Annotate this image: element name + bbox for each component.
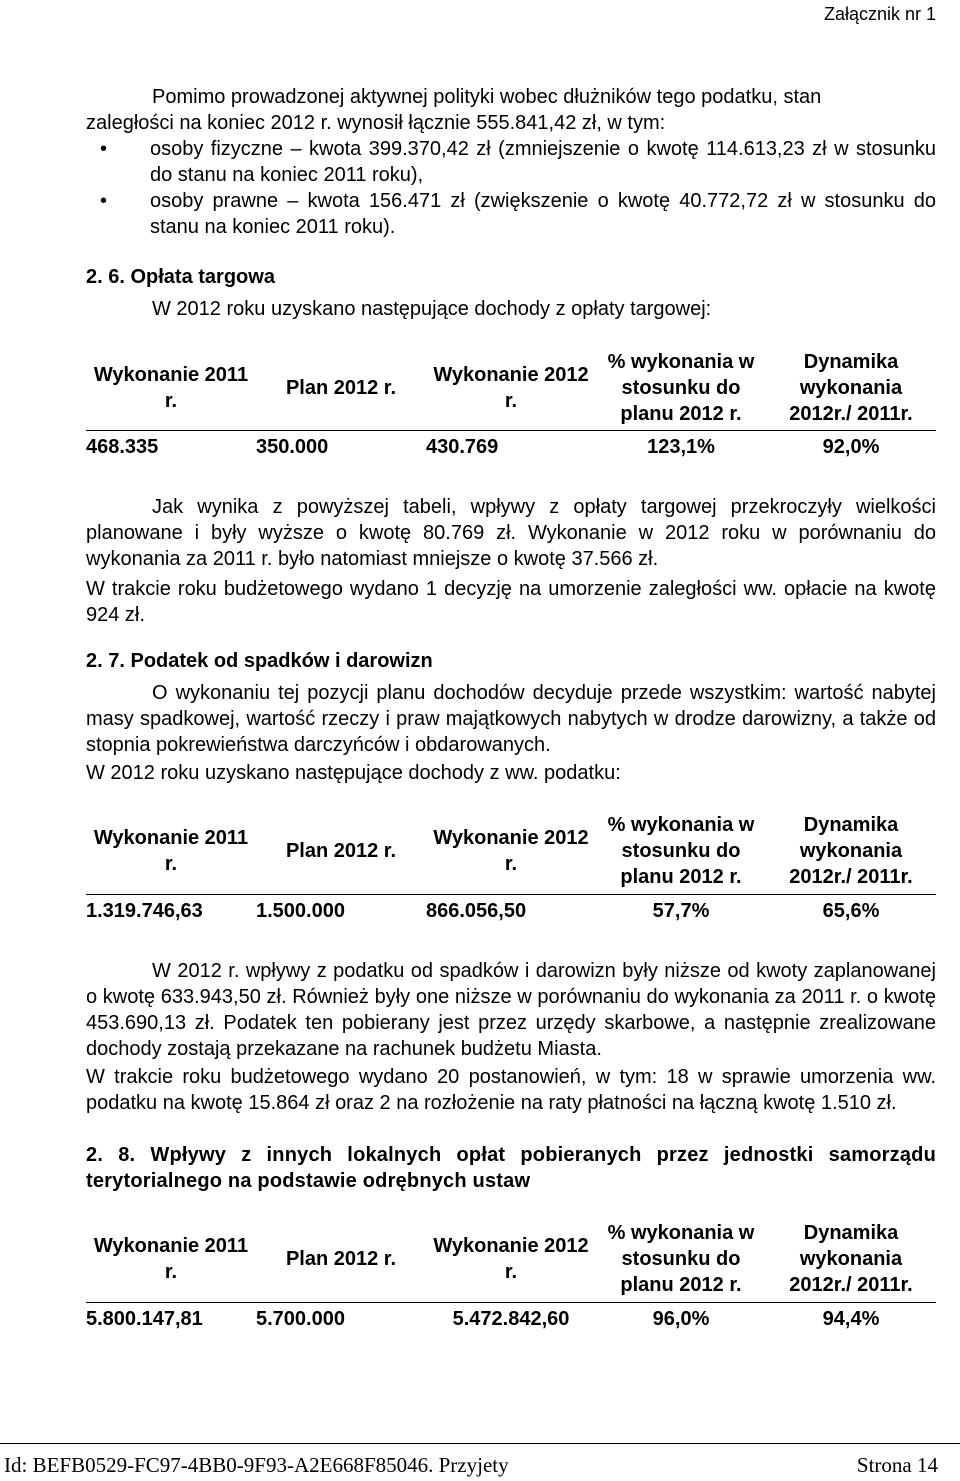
inheritance-tax-commentary: W 2012 r. wpływy z podatku od spadków i darowizn były niższe od kwoty zaplanowanej o kwotę 633.943,50 zł. Również były one niższe w porównaniu do wykonania za 2011 r. o kwotę 453.690,13 zł. Podatek ten pobierany jest przez urzędy skarbowe, a następnie zrealizowane dochody zostają przekazane na rachunek budżetu Miasta. bbox=[86, 960, 936, 1060]
table-header: Wykonanie 2011 r. bbox=[86, 1216, 256, 1302]
table-header: Wykonanie 2012 r. bbox=[426, 808, 596, 894]
table-header: Wykonanie 2012 r. bbox=[426, 346, 596, 430]
table-cell: 5.472.842,60 bbox=[452, 1308, 570, 1331]
intro-paragraph bbox=[86, 84, 936, 136]
attachment-label: Załącznik nr 1 bbox=[823, 4, 936, 24]
intro-line-1: Pomimo prowadzonej aktywnej polityki wobec dłużników tego podatku, stan bbox=[152, 86, 822, 108]
section-lead-market-fee: W 2012 roku uzyskano następujące dochody z opłaty targowej: bbox=[152, 298, 712, 320]
bullet-icon: • bbox=[100, 138, 108, 160]
table-cell: 5.800.147,81 bbox=[86, 1308, 203, 1331]
market-fee-table bbox=[86, 346, 936, 464]
table-cell: 92,0% bbox=[822, 436, 880, 459]
section-heading-local-fees: 2. 8. Wpływy z innych lokalnych opłat pobieranych przez jednostki samorządu terytorialnego na podstawie odrębnych ustaw bbox=[86, 1144, 936, 1192]
table-cell: 94,4% bbox=[822, 1308, 880, 1331]
intro-line-2: zaległości na koniec 2012 r. wynosił łącznie 555.841,42 zł, w tym: bbox=[86, 112, 666, 134]
table-row bbox=[86, 1302, 936, 1336]
table-header: Plan 2012 r. bbox=[256, 346, 426, 430]
table-header: Dynamika wykonania 2012r./ 2011r. bbox=[766, 1216, 936, 1302]
section-lead-inheritance-tax: W 2012 roku uzyskano następujące dochody z ww. podatku: bbox=[86, 762, 621, 784]
table-cell: 123,1% bbox=[647, 436, 715, 459]
arrears-list bbox=[100, 136, 936, 240]
table-header: % wykonania w stosunku do planu 2012 r. bbox=[596, 346, 766, 430]
bullet-icon: • bbox=[100, 190, 108, 212]
market-fee-decision: W trakcie roku budżetowego wydano 1 decyzję na umorzenie zaległości ww. opłacie na kwotę 924 zł. bbox=[86, 578, 936, 626]
table-cell: 468.335 bbox=[86, 436, 159, 459]
table-cell: 430.769 bbox=[426, 436, 499, 459]
section-heading-market-fee: 2. 6. Opłata targowa bbox=[86, 266, 275, 288]
table-cell: 866.056,50 bbox=[426, 900, 527, 923]
table-cell: 1.319.746,63 bbox=[86, 900, 203, 923]
table-header: Dynamika wykonania 2012r./ 2011r. bbox=[766, 346, 936, 430]
market-fee-commentary: Jak wynika z powyższej tabeli, wpływy z opłaty targowej przekroczyły wielkości planowane i były wyższe o kwotę 80.769 zł. Wykonanie w 2012 roku w porównaniu do wykonania za 2011 r. było natomiast mniejsze o kwotę 37.566 zł. bbox=[86, 496, 936, 570]
table-cell: 57,7% bbox=[652, 900, 710, 923]
list-item: • osoby fizyczne – kwota 399.370,42 zł (zmniejszenie o kwotę 114.613,23 zł w stosunku do stanu na koniec 2011 roku), bbox=[100, 138, 936, 186]
table-header: Wykonanie 2011 r. bbox=[86, 808, 256, 894]
table-header: Plan 2012 r. bbox=[256, 808, 426, 894]
local-fees-table bbox=[86, 1216, 936, 1336]
document-id: Id: BEFB0529-FC97-4BB0-9F93-A2E668F85046. Przyjety bbox=[4, 1453, 509, 1477]
table-header: % wykonania w stosunku do planu 2012 r. bbox=[596, 808, 766, 894]
table-cell: 5.700.000 bbox=[256, 1308, 345, 1331]
table-header: Plan 2012 r. bbox=[256, 1216, 426, 1302]
table-row bbox=[86, 430, 936, 464]
inheritance-tax-table bbox=[86, 808, 936, 928]
inheritance-tax-intro: O wykonaniu tej pozycji planu dochodów decyduje przede wszystkim: wartość nabytej masy spadkowej, wartość rzeczy i praw majątkowych nabytych w drodze darowizny, a także od stopnia pokrewieństwa darczyńców i obdarowanych. bbox=[86, 682, 936, 756]
table-header: % wykonania w stosunku do planu 2012 r. bbox=[596, 1216, 766, 1302]
table-header: Wykonanie 2012 r. bbox=[426, 1216, 596, 1302]
inheritance-tax-decisions: W trakcie roku budżetowego wydano 20 postanowień, w tym: 18 w sprawie umorzenia ww. podatku na kwotę 15.864 zł oraz 2 na rozłożenie na raty płatności na łączną kwotę 1.510 zł. bbox=[86, 1066, 936, 1114]
section-heading-inheritance-tax: 2. 7. Podatek od spadków i darowizn bbox=[86, 650, 433, 672]
table-cell: 1.500.000 bbox=[256, 900, 345, 923]
page-number: Strona 14 bbox=[856, 1453, 938, 1477]
table-cell: 96,0% bbox=[652, 1308, 710, 1331]
list-item: • osoby prawne – kwota 156.471 zł (zwiększenie o kwotę 40.772,72 zł w stosunku do stanu na koniec 2011 roku). bbox=[100, 190, 936, 238]
table-cell: 350.000 bbox=[256, 436, 329, 459]
table-row bbox=[86, 894, 936, 928]
table-header: Dynamika wykonania 2012r./ 2011r. bbox=[766, 808, 936, 894]
footer-divider bbox=[0, 1443, 960, 1444]
table-cell: 65,6% bbox=[822, 900, 880, 923]
table-header: Wykonanie 2011 r. bbox=[86, 346, 256, 430]
